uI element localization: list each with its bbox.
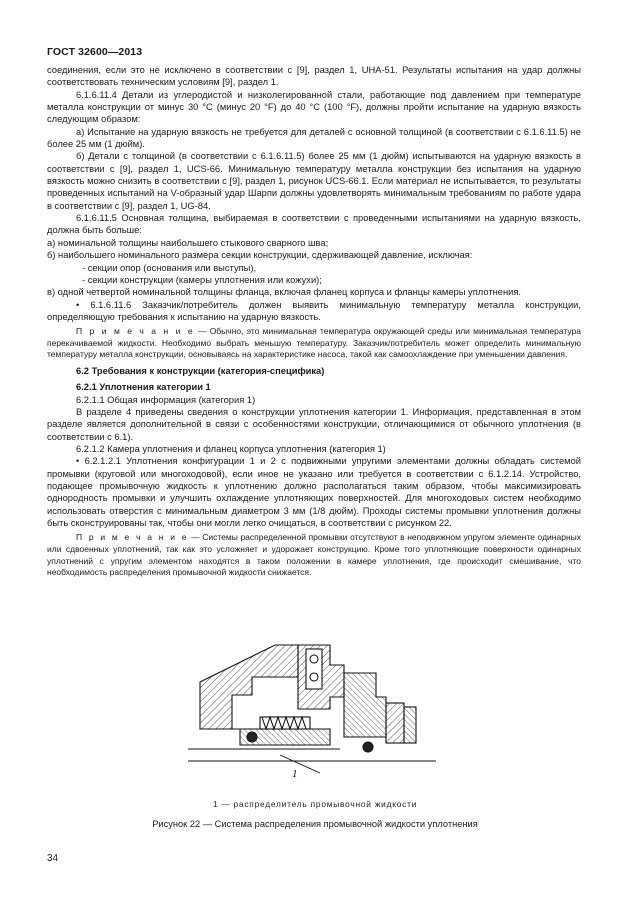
sub-list-item: - секции конструкции (камеры уплотнения или кожухи); (82, 274, 322, 285)
paragraph: 6.2.1.2 Камера уплотнения и фланец корпуса уплотнения (категория 1) (76, 444, 386, 455)
paragraph: • 6.2.1.2.1 Уплотнения конфигурации 1 и 2 с подвижными упругими элементами должны обладать системой промывки (круговой или многоходовой), если иное не указано или требуется в соответствии с 6.1.2.14. Устройство, подающее промывочную жидкость к уплотнению должно располагаться таким образом, чтобы максимизировать однородность промывки и улучшить охлаждение уплотняющих поверхностей. Для многоходовых систем необходимо использовать отверстия с минимальным диаметром 3 мм (1/8 дюйм). Проходы системы промывки уплотнения должны быть сконструированы так, чтобы они могли легко очищаться, в соответствии с рисунком 22. (47, 456, 581, 529)
list-item: в) одной четвертой номинальной толщины фланца, включая фланец корпуса и фланцы камеры уплотнения. (47, 287, 522, 298)
paragraph: 6.1.6.11.5 Основная толщина, выбираемая в соответствии с проведенными испытаниями на ударную вязкость, должна быть больше: (47, 213, 581, 236)
note-label: П р и м е ч а н и е (76, 532, 189, 543)
note (47, 326, 581, 361)
paragraph: • 6.1.6.11.6 Заказчик/потребитель должен выявить минимальную температуру металла конструкции, определяющую требования к испытанию на ударную вязкость. (47, 299, 581, 322)
note-text: — Обычно, это минимальная температура окружающей среды или минимальная температура перекачиваемой жидкости. Необходимо выбрать меньшую температуру. Заказчик/потребитель может определить минимальную температуру металла конструкции, основываясь на характеристике насоса, такой как самоохлаждение при уменьшении давления. (47, 326, 582, 360)
paragraph: б) Детали с толщиной (в соответствии с 6.1.6.11.5) более 25 мм (1 дюйм) испытываются на ударную вязкость в соответствии с [9], раздел 1, UCS-66. Минимальную температуру металла конструкции без испытания на ударную вязкость можно снизить в соответствии с [9], раздел 1, рисунок UCS-66.1. Если материал не испытывается, то результаты проведенных испытаний на V-образный удар Шарпи должны удовлетворять минимальным требованиям по работе удара в соответствии с [9], раздел 1, UG-84. (47, 151, 581, 211)
seal-drawing (180, 637, 442, 807)
document-body (47, 64, 581, 579)
section-heading: 6.2 Требования к конструкции (категория-специфика) (76, 366, 325, 376)
paragraph: 6.1.6.11.4 Детали из углеродистой и низколегированной стали, работающие под давлением при температуре металла конструкции от минус 30 °С (минус 20 °F) до 40 °С (100 °F), должны пройти испытание на ударную вязкость следующим образом: (47, 89, 581, 125)
paragraph: соединения, если это не исключено в соответствии с [9], раздел 1, UHA-51. Результаты испытания на удар должны соответствовать техническим условиям [9], раздел 1. (47, 65, 581, 88)
note-label: П р и м е ч а н и е (76, 326, 195, 337)
note (47, 532, 581, 578)
paragraph: а) Испытание на ударную вязкость не требуется для деталей с основной толщиной (в соответствии с 6.1.6.11.5) не более 25 мм (1 дюйм). (47, 126, 581, 150)
list-item: б) наибольшего номинального размера секции конструкции, сдерживающей давление, исключая: (47, 250, 473, 261)
subsection-heading: 6.2.1 Уплотнения категории 1 (76, 382, 211, 393)
list-item: а) номинальной толщины наибольшего стыкового сварного шва; (47, 237, 329, 248)
document-header: ГОСТ 32600—2013 (47, 46, 143, 58)
paragraph: 6.2.1.1 Общая информация (категория 1) (76, 394, 256, 405)
figure-caption: Рисунок 22 — Система распределения промывочной жидкости уплотнения (152, 819, 478, 829)
sub-list-item: - секции опор (основания или выступы), (82, 262, 257, 273)
figure-legend: 1 — распределитель промывочной жидкости (212, 799, 418, 809)
figure-callout: 1 (292, 768, 298, 780)
paragraph: В разделе 4 приведены сведения о конструкции уплотнения категории 1. Информация, представленная в этом разделе является дополнительной в связи с особенностями конструкции, отличающимися от обычного уплотнения (в соответствии с 6.1). (47, 407, 581, 442)
page-number: 34 (47, 853, 59, 864)
note-text: — Системы распределенной промывки отсутствуют в неподвижном упругом элементе одинарных или сдвоенных уплотнений, так как это усложняет и удорожает конструкцию. Кроме того уплотняющие поверхности одинарных уплотнений с упругим элементом находятся в таком положении в камере уплотнения, где происходит смешивание, что необходимость распределения промывочной жидкости снижается. (47, 532, 582, 578)
